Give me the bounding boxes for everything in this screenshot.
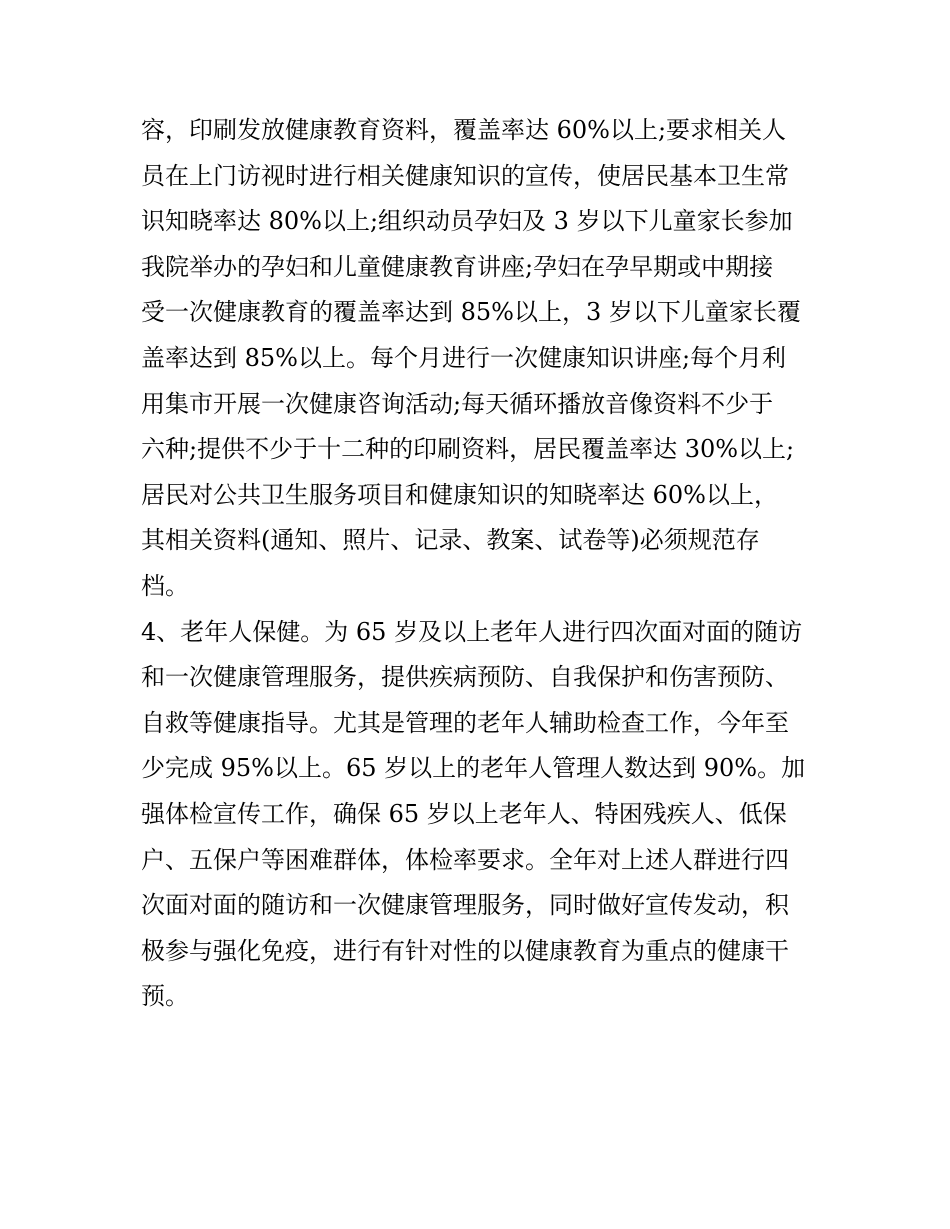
text-line: 少完成 95%以上。65 岁以上的老年人管理人数达到 90%。加	[141, 754, 806, 783]
text-line: 盖率达到 85%以上。每个月进行一次健康知识讲座;每个月利	[141, 343, 787, 372]
section-4-heading-line: 4、老年人保健。为 65 岁及以上老年人进行四次面对面的随访	[141, 617, 803, 646]
text-line: 和一次健康管理服务，提供疾病预防、自我保护和伤害预防、	[141, 663, 789, 692]
text-line: 次面对面的随访和一次健康管理服务，同时做好宣传发动，积	[141, 891, 789, 920]
text-line: 容，印刷发放健康教育资料，覆盖率达 60%以上;要求相关人	[141, 116, 787, 144]
text-line: 员在上门访视时进行相关健康知识的宣传，使居民基本卫生常	[141, 161, 789, 190]
text-line: 户、五保户等困难群体，体检率要求。全年对上述人群进行四	[141, 845, 789, 874]
text-line: 居民对公共卫生服务项目和健康知识的知晓率达 60%以上，	[141, 480, 778, 509]
text-line: 极参与强化免疫，进行有针对性的以健康教育为重点的健康干	[141, 936, 789, 965]
text-line: 其相关资料(通知、照片、记录、教案、试卷等)必须规范存	[141, 526, 760, 555]
text-line: 用集市开展一次健康咨询活动;每天循环播放音像资料不少于	[141, 389, 774, 418]
text-line: 识知晓率达 80%以上;组织动员孕妇及 3 岁以下儿童家长参加	[141, 207, 793, 236]
document-body	[141, 108, 821, 1020]
text-line: 档。	[141, 571, 189, 600]
text-line: 预。	[141, 982, 189, 1011]
text-line: 强体检宣传工作，确保 65 岁以上老年人、特困残疾人、低保	[141, 799, 787, 828]
text-line: 自救等健康指导。尤其是管理的老年人辅助检查工作，今年至	[141, 708, 789, 737]
text-line: 我院举办的孕妇和儿童健康教育讲座;孕妇在孕早期或中期接	[141, 252, 774, 281]
text-line: 受一次健康教育的覆盖率达到 85%以上，3 岁以下儿童家长覆	[141, 298, 801, 327]
text-line: 六种;提供不少于十二种的印刷资料，居民覆盖率达 30%以上;	[141, 435, 795, 464]
